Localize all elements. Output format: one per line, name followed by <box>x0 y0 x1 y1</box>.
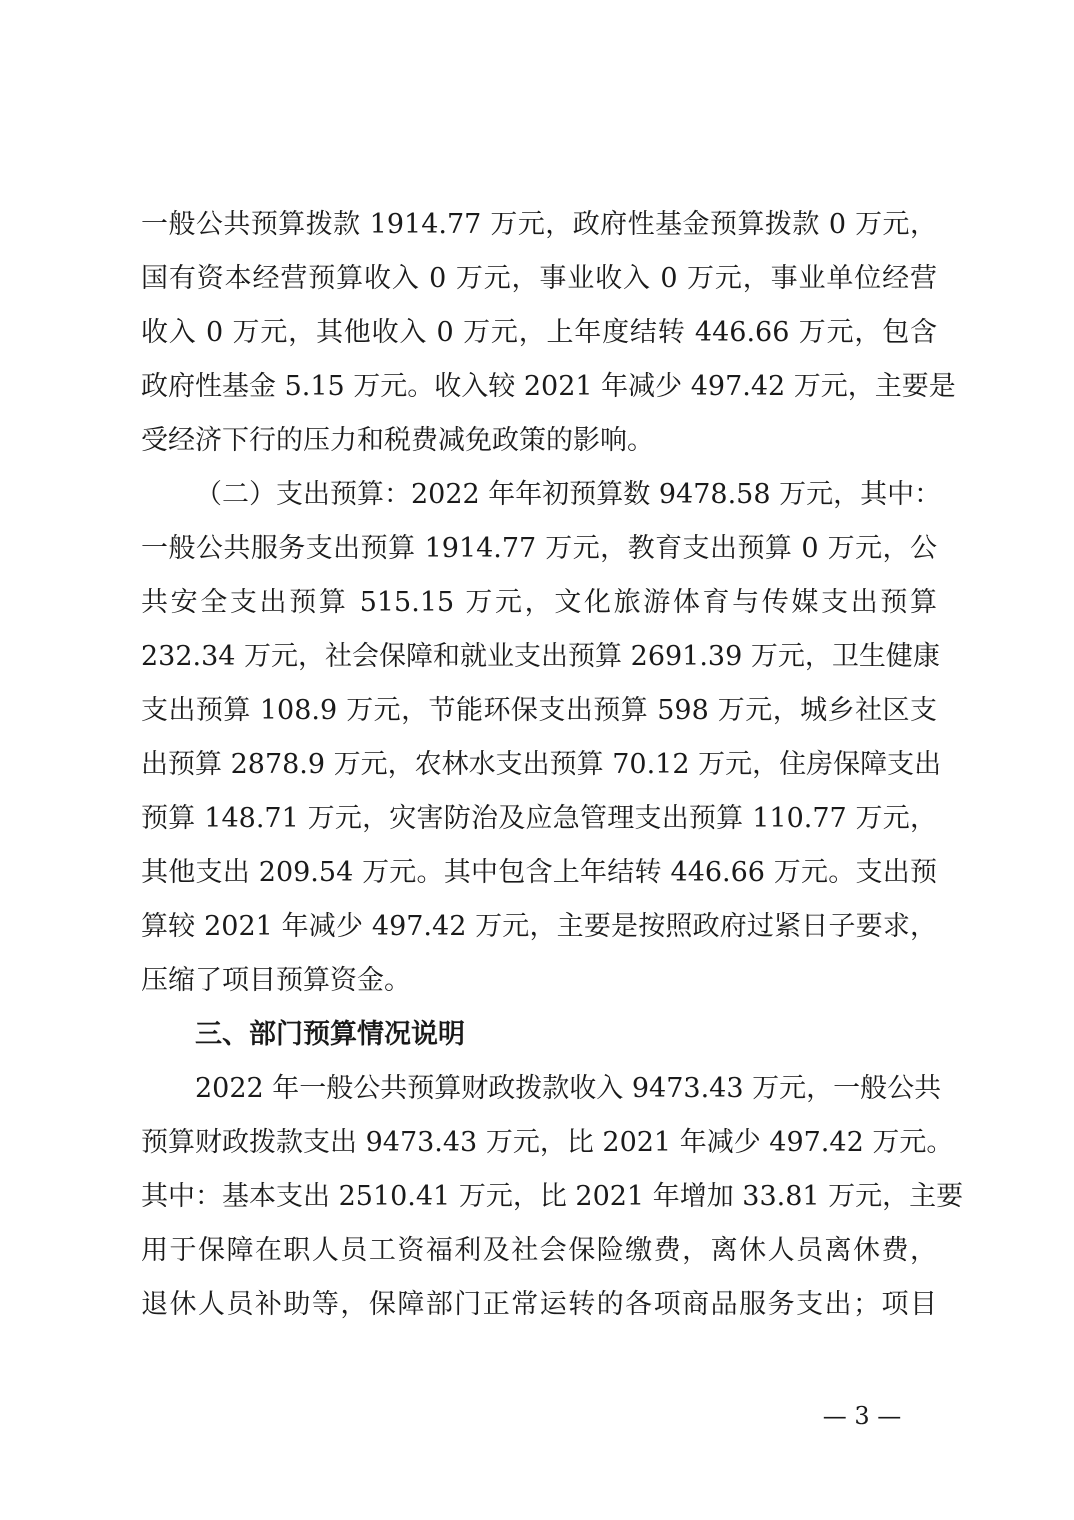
text-line: 算较 2021 年减少 497.42 万元，主要是按照政府过紧日子要求， <box>141 911 937 942</box>
text-line: 压缩了项目预算资金。 <box>141 965 411 996</box>
text-line: 收入 0 万元，其他收入 0 万元，上年度结转 446.66 万元，包含 <box>141 317 937 348</box>
section-paragraph-start: （二）支出预算：2022 年年初预算数 9478.58 万元，其中： <box>195 479 942 510</box>
text-line: 一般公共服务支出预算 1914.77 万元，教育支出预算 0 万元，公 <box>141 533 937 564</box>
text-line: 政府性基金 5.15 万元。收入较 2021 年减少 497.42 万元，主要是 <box>141 371 956 402</box>
text-line: 预算 148.71 万元，灾害防治及应急管理支出预算 110.77 万元， <box>141 803 937 834</box>
text-line: 其中：基本支出 2510.41 万元，比 2021 年增加 33.81 万元，主要 <box>141 1181 964 1212</box>
text-line: 出预算 2878.9 万元，农林水支出预算 70.12 万元，住房保障支出 <box>141 749 942 780</box>
text-line: 一般公共预算拨款 1914.77 万元，政府性基金预算拨款 0 万元， <box>141 209 937 240</box>
text-line: 国有资本经营预算收入 0 万元，事业收入 0 万元，事业单位经营 <box>141 263 937 294</box>
section-heading: 三、部门预算情况说明 <box>195 1019 465 1050</box>
text-line: 共安全支出预算 515.15 万元，文化旅游体育与传媒支出预算 <box>141 587 937 618</box>
section-paragraph-start: 2022 年一般公共预算财政拨款收入 9473.43 万元，一般公共 <box>195 1073 942 1104</box>
text-line: 受经济下行的压力和税费减免政策的影响。 <box>141 425 654 456</box>
text-line: 支出预算 108.9 万元，节能环保支出预算 598 万元，城乡社区支 <box>141 695 937 726</box>
text-line: 退休人员补助等，保障部门正常运转的各项商品服务支出；项目 <box>141 1289 937 1320</box>
page-number: — 3 — <box>822 1402 902 1430</box>
text-line: 232.34 万元，社会保障和就业支出预算 2691.39 万元，卫生健康 <box>141 641 940 672</box>
text-line: 其他支出 209.54 万元。其中包含上年结转 446.66 万元。支出预 <box>141 857 937 888</box>
text-line: 用于保障在职人员工资福利及社会保险缴费，离休人员离休费， <box>141 1235 937 1266</box>
text-line: 预算财政拨款支出 9473.43 万元，比 2021 年减少 497.42 万元。 <box>141 1127 954 1158</box>
